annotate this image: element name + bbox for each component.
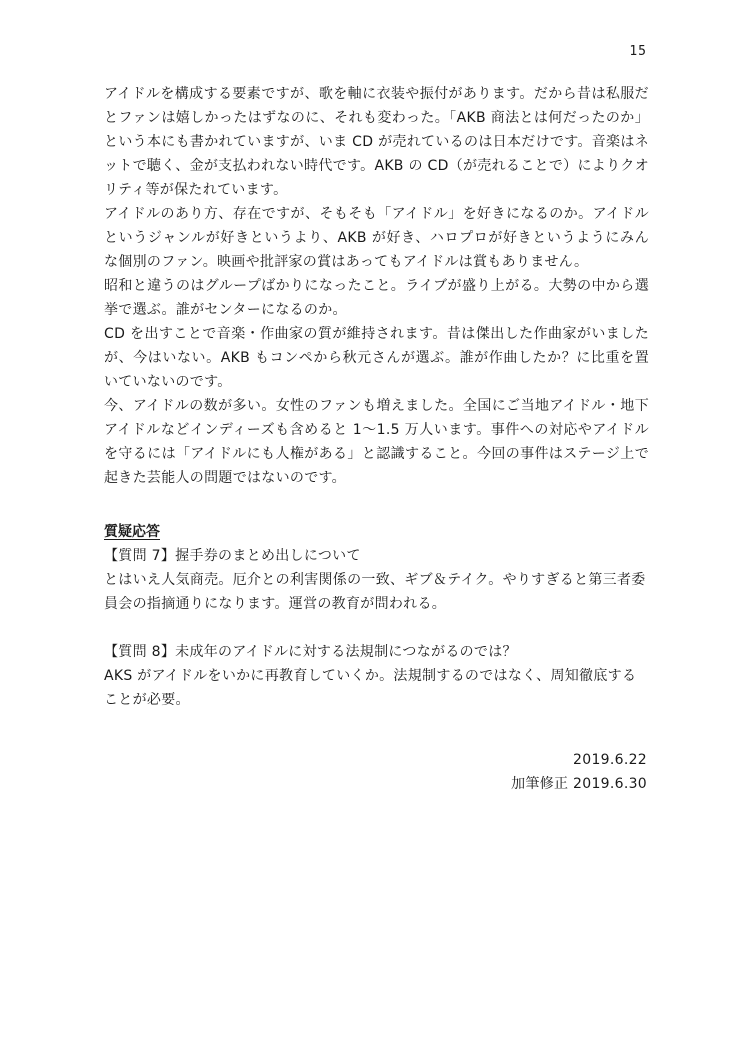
paragraph-5: 今、アイドルの数が多い。女性のファンも増えました。全国にご当地アイドル・地下アイドルなどインディーズも含めると 1〜1.5 万人います。事件への対応やアイドルを守るには「アイドルにも人権がある」と認識すること。今回の事件はステージ上で起きた芸能人の問題ではないのです。: [104, 398, 649, 486]
qa-answer: とはいえ人気商売。厄介との利害関係の一致、ギブ＆テイク。やりすぎると第三者委員会の指摘通りになります。運営の教育が問われる。: [104, 572, 646, 612]
qa-heading: 質疑応答: [104, 524, 160, 540]
date: 2019.6.22: [573, 752, 647, 768]
paragraph-3: 昭和と違うのはグループばかりになったこと。ライブが盛り上がる。大勢の中から選挙で選ぶ。誰がセンターになるのか。: [104, 278, 649, 318]
qa-item-8: [104, 640, 649, 712]
paragraph-1: アイドルを構成する要素ですが、歌を軸に衣装や振付があります。だから昔は私服だとファンは嬉しかったはずなのに、それも変わった。「AKB 商法とは何だったのか」という本にも書かれていますが、いま CD が売れているのは日本だけです。音楽はネットで聴く、金が支払われない時代です。AKB の CD（が売れることで）によりクオリティ等が保たれています。: [104, 86, 649, 198]
qa-question: 【質問 7】握手券のまとめ出しについて: [104, 548, 361, 564]
body-text: [104, 82, 649, 490]
paragraph-2: アイドルのあり方、存在ですが、そもそも「アイドル」を好きになるのか。アイドルというジャンルが好きというより、AKB が好き、ハロプロが好きというようにみんな個別のファン。映画や批評家の賞はあってもアイドルは賞もありません。: [104, 206, 649, 270]
page-number: 15: [629, 44, 647, 59]
paragraph-4: CD を出すことで音楽・作曲家の質が維持されます。昔は傑出した作曲家がいましたが、今はいない。AKB もコンペから秋元さんが選ぶ。誰が作曲したか？に比重を置いていないのです。: [104, 326, 649, 390]
qa-section: [104, 520, 649, 712]
date-block: [511, 748, 647, 796]
qa-item-7: [104, 544, 649, 616]
qa-answer: AKS がアイドルをいかに再教育していくか。法規制するのではなく、周知徹底することが必要。: [104, 668, 637, 708]
qa-question: 【質問 8】未成年のアイドルに対する法規制につながるのでは？: [104, 644, 517, 660]
revised-date: 加筆修正 2019.6.30: [511, 776, 647, 792]
